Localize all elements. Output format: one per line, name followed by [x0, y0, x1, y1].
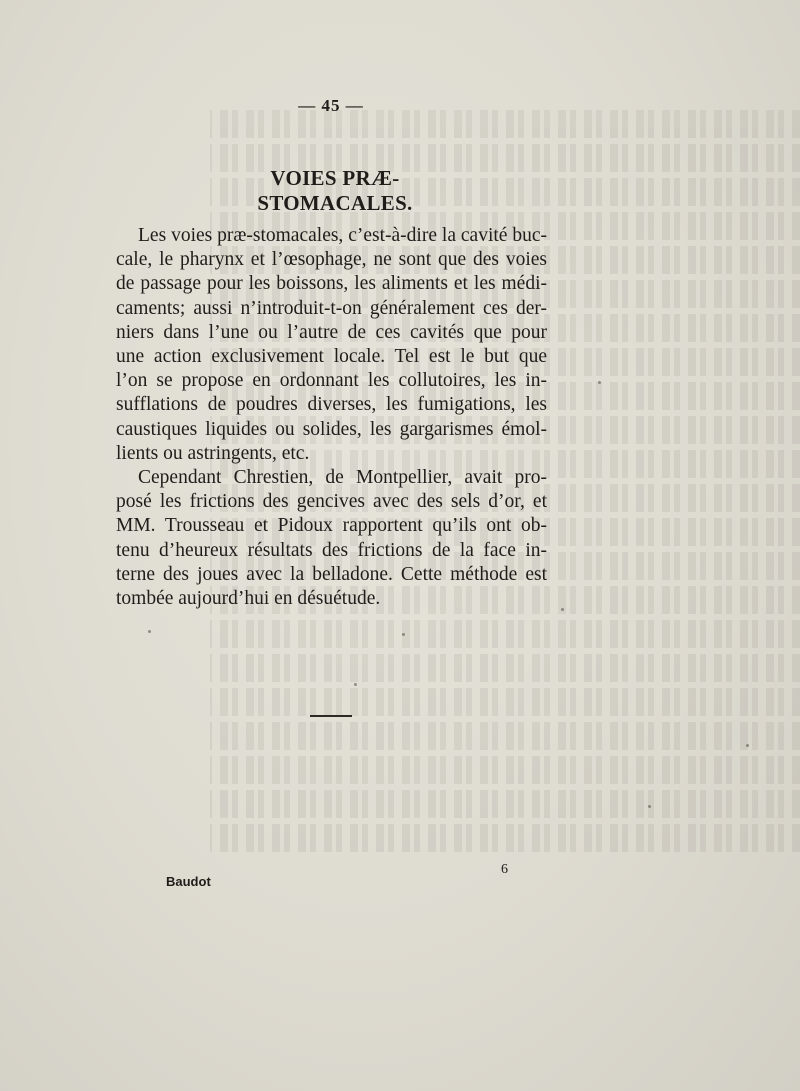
- text-line: Cependant Chrestien, de Montpellier, avait pro-: [138, 467, 547, 489]
- paper-speck: [354, 683, 357, 686]
- body-text: [116, 224, 547, 611]
- text-line: l’on se propose en ordonnant les collutoires, les in-: [116, 370, 547, 392]
- text-line: une action exclusivement locale. Tel est le but que: [116, 346, 547, 368]
- paper-speck: [598, 381, 601, 384]
- text-line: Les voies præ-stomacales, c’est-à-dire la cavité buc-: [138, 225, 547, 246]
- text-line: caustiques liquides ou solides, les gargarismes émol-: [116, 418, 547, 440]
- text-line: caments; aussi n’introduit-t-on généralement ces der-: [116, 297, 547, 319]
- text-line: tenu d’heureux résultats des frictions de la face in-: [116, 539, 547, 561]
- section-title: VOIES PRÆ-STOMACALES.: [257, 166, 413, 215]
- text-line: cale, le pharynx et l’œsophage, ne sont que des voies: [116, 249, 547, 271]
- paper-speck: [561, 608, 564, 611]
- sheet-number: 6: [501, 862, 508, 877]
- text-line: terne des joues avec la belladone. Cette méthode est: [116, 563, 547, 585]
- page-number: — 45 —: [298, 96, 364, 115]
- text-line: niers dans l’une ou l’autre de ces cavités que pour: [116, 321, 547, 343]
- paper-speck: [746, 744, 749, 747]
- paper-speck: [148, 630, 151, 633]
- paragraph-2: [116, 466, 547, 611]
- text-line: MM. Trousseau et Pidoux rapportent qu’ils ont ob-: [116, 515, 547, 537]
- paragraph-1: [116, 224, 547, 466]
- text-line: lients ou astringents, etc.: [116, 442, 310, 464]
- section-divider: [310, 715, 352, 717]
- paper-speck: [648, 805, 651, 808]
- text-line: tombée aujourd’hui en désuétude.: [116, 588, 381, 610]
- text-line: de passage pour les boissons, les aliments et les médi-: [116, 273, 547, 295]
- paper-speck: [402, 633, 405, 636]
- text-line: posé les frictions des gencives avec des sels d’or, et: [116, 491, 547, 513]
- signature-mark: Baudot: [166, 874, 211, 889]
- text-line: sufflations de poudres diverses, les fumigations, les: [116, 394, 547, 416]
